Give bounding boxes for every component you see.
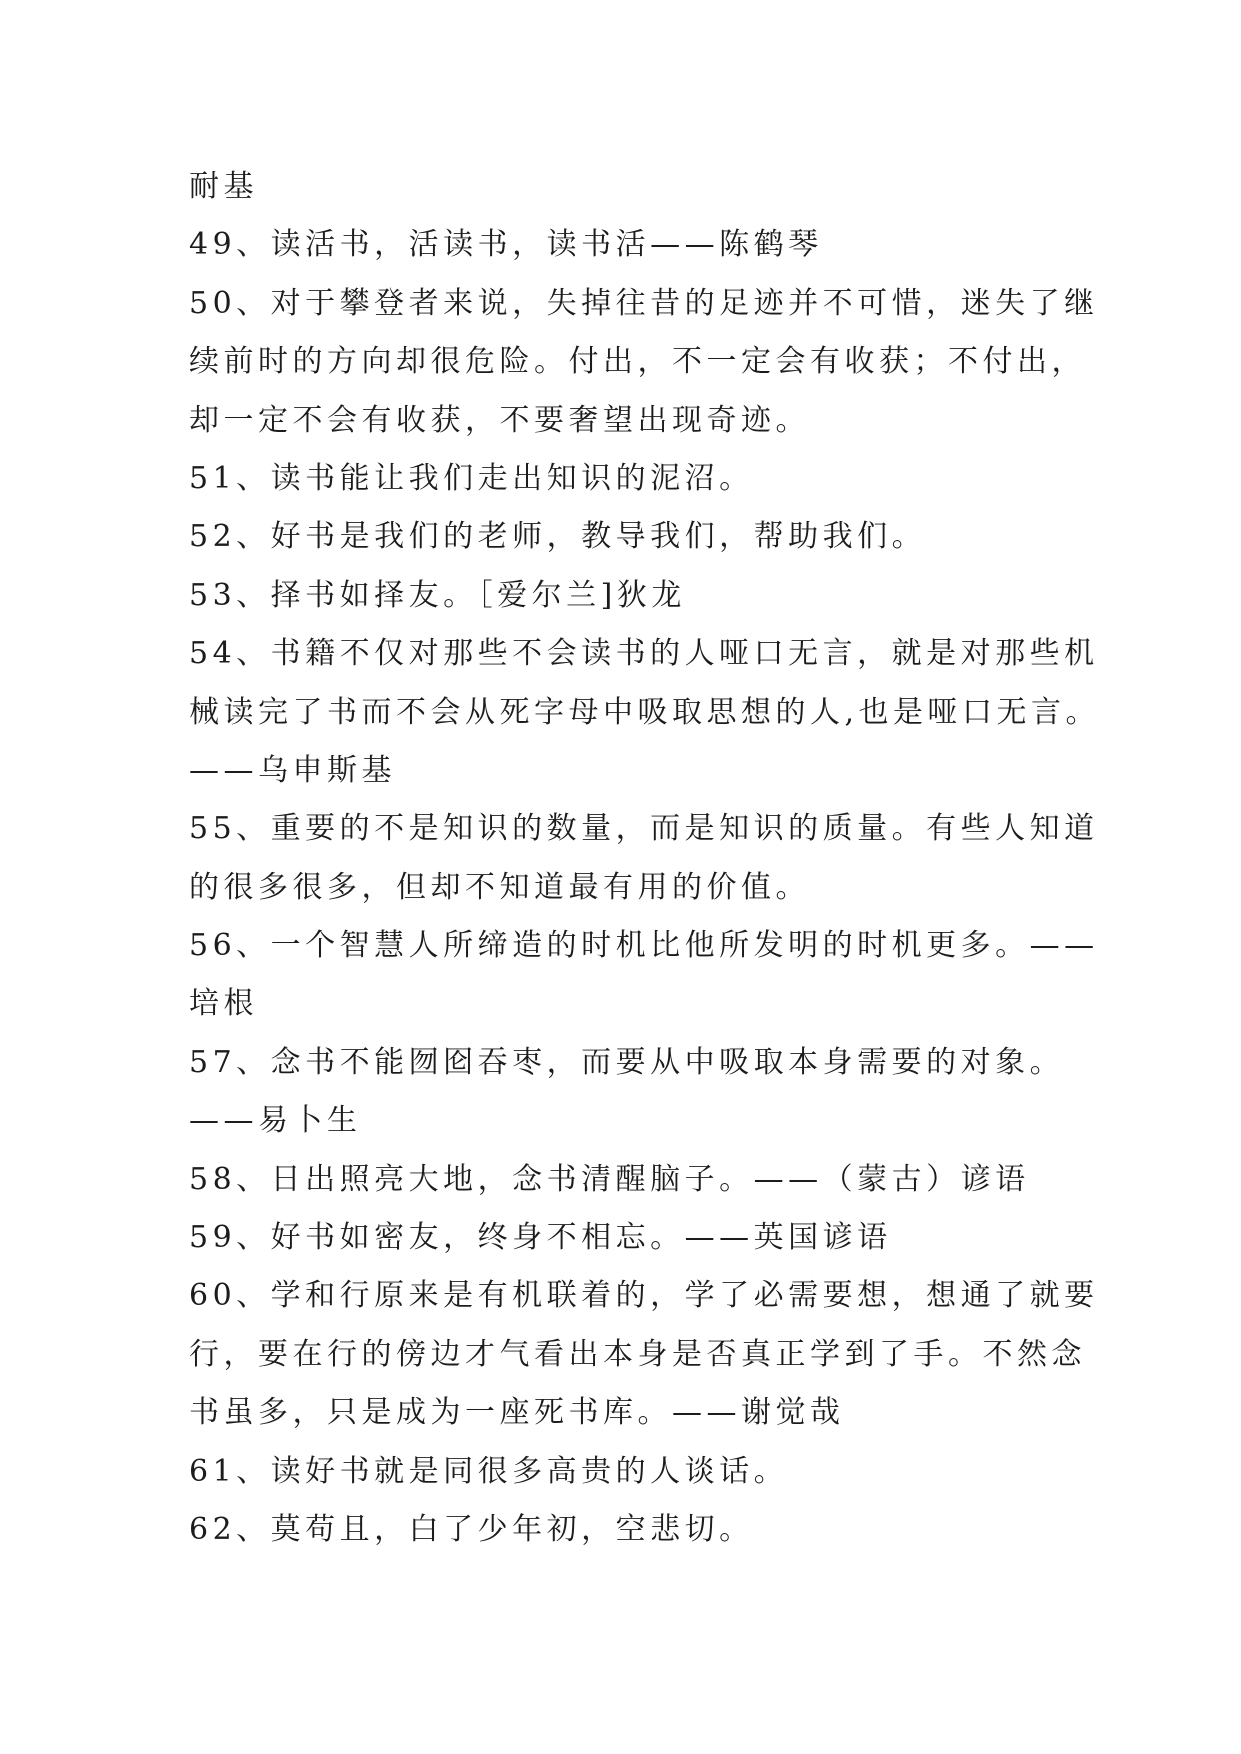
text-line: 的很多很多，但却不知道最有用的价值。 bbox=[189, 869, 810, 905]
text-line: 62、莫苟且，白了少年初，空悲切。 bbox=[189, 1511, 754, 1547]
text-line: 51、读书能让我们走出知识的泥沼。 bbox=[189, 460, 754, 496]
text-line: 52、好书是我们的老师，教导我们，帮助我们。 bbox=[189, 519, 927, 555]
text-line: 61、读好书就是同很多高贵的人谈话。 bbox=[189, 1453, 789, 1489]
text-line: 60、学和行原来是有机联着的，学了必需要想，想通了就要 bbox=[189, 1278, 1099, 1314]
text-line: 械读完了书而不会从死字母中吸取思想的人,也是哑口无言。 bbox=[189, 694, 1101, 730]
text-line: 58、日出照亮大地，念书清醒脑子。——（蒙古）谚语 bbox=[189, 1161, 1030, 1197]
text-line: 培根 bbox=[189, 986, 258, 1022]
text-line: ——乌申斯基 bbox=[189, 752, 396, 788]
text-line: 54、书籍不仅对那些不会读书的人哑口无言，就是对那些机 bbox=[189, 636, 1099, 672]
text-line: 却一定不会有收获，不要奢望出现奇迹。 bbox=[189, 402, 810, 438]
text-line: 50、对于攀登者来说，失掉往昔的足迹并不可惜，迷失了继 bbox=[189, 285, 1099, 321]
text-line: 53、择书如择友。［爱尔兰]狄龙 bbox=[189, 577, 686, 613]
text-line: 56、一个智慧人所缔造的时机比他所发明的时机更多。—— bbox=[189, 928, 1099, 964]
text-line: 57、念书不能囫囵吞枣，而要从中吸取本身需要的对象。 bbox=[189, 1044, 1065, 1080]
text-line: 行，要在行的傍边才气看出本身是否真正学到了手。不然念 bbox=[189, 1336, 1086, 1372]
text-line: 59、好书如密友，终身不相忘。——英国谚语 bbox=[189, 1220, 892, 1256]
text-line: 续前时的方向却很危险。付出，不一定会有收获；不付出， bbox=[189, 344, 1086, 380]
quote-text-block bbox=[189, 158, 1101, 1559]
text-line: ——易卜生 bbox=[189, 1103, 362, 1139]
text-line: 书虽多，只是成为一座死书库。——谢觉哉 bbox=[189, 1395, 845, 1431]
text-line: 49、读活书，活读书，读书活——陈鹤琴 bbox=[189, 227, 823, 263]
text-line: 耐基 bbox=[189, 169, 258, 204]
text-line: 55、重要的不是知识的数量，而是知识的质量。有些人知道 bbox=[189, 811, 1099, 847]
